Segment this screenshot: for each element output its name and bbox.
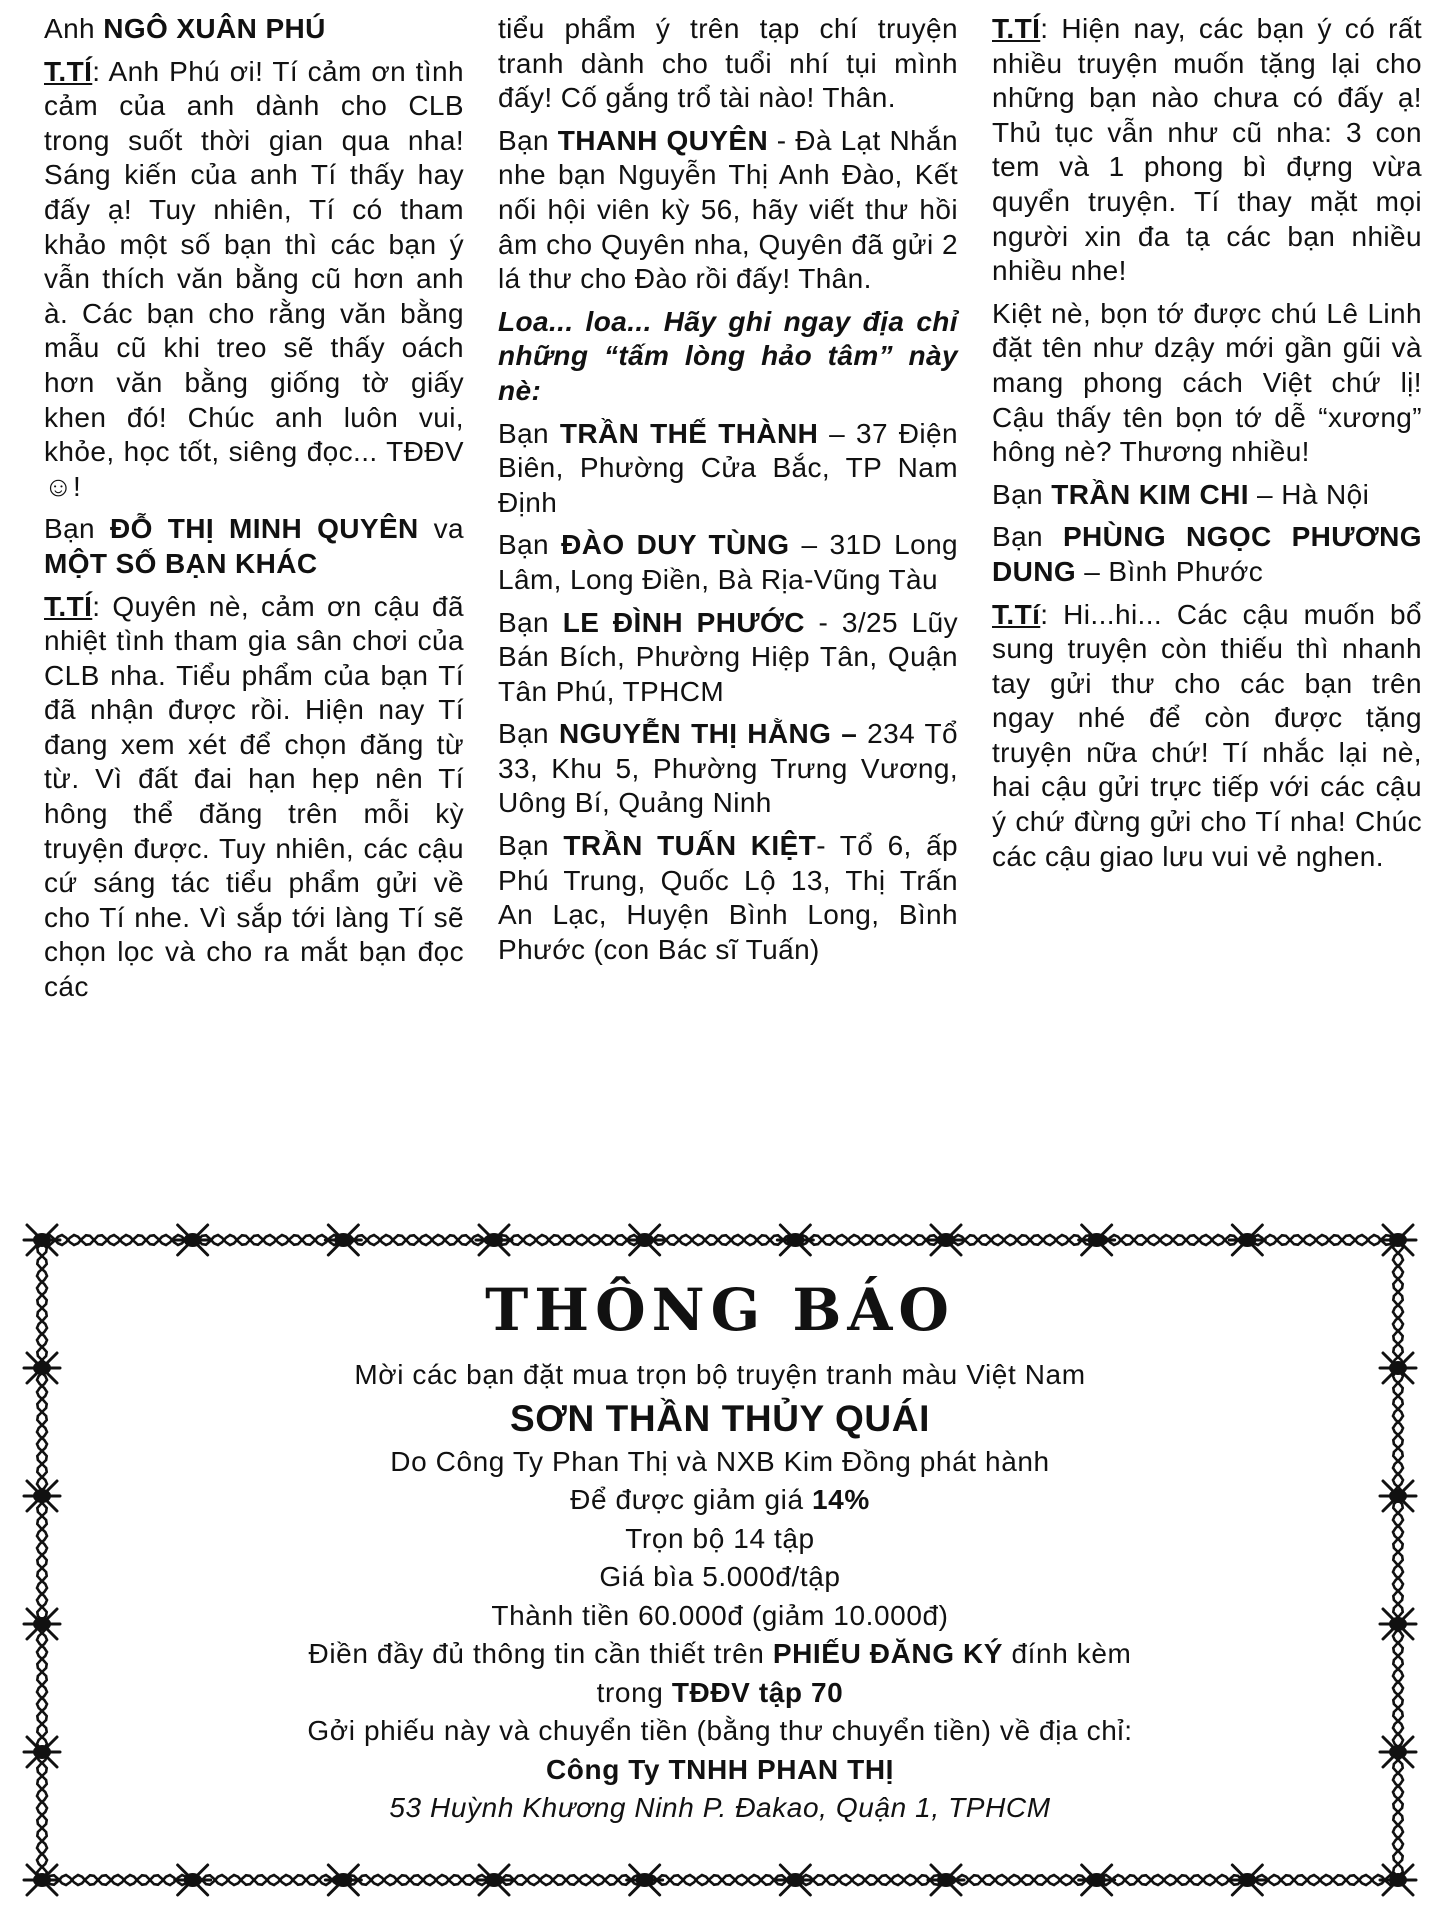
notice-line: Gởi phiếu này và chuyển tiền (bằng thư chuyển tiền) về địa chỉ:: [307, 1715, 1133, 1746]
barb-knot: [1389, 1361, 1407, 1375]
reply-label: T.Tí: [992, 598, 1041, 630]
reader-name: ĐỖ THỊ MINH QUYÊN: [109, 513, 419, 545]
address-entry: [498, 606, 958, 710]
address-text: – 31D Long Lâm, Long Điền, Bà Rịa-Vũng Tàu: [498, 529, 959, 595]
prefix: Anh: [44, 13, 104, 44]
notice-line: Trọn bộ 14 tập: [625, 1522, 815, 1554]
notice-line: Do Công Ty Phan Thị và NXB Kim Đồng phát hành: [390, 1445, 1050, 1477]
heading-tran-kim-chi: [992, 478, 1422, 513]
company-name: [72, 1751, 1368, 1790]
address-text: - Tổ 6, ấp Phú Trung, Quốc Lộ 13, Thị Trấn An Lạc, Huyện Bình Long, Bình Phước (con Bác sĩ Tuấn): [498, 830, 959, 965]
reader-name: NGUYỄN THỊ HẰNG –: [558, 718, 858, 750]
text: đính kèm: [1003, 1638, 1132, 1669]
reply-text: : Hiện nay, các bạn ý có rất nhiều truyện muốn tặng lại cho những bạn nào chưa có đấy ạ! Thủ tục vẫn như cũ nha: 3 con tem và 1 phong bì đựng vừa quyển truyện. Tí thay mặt mọi người xin đa tạ các bạn nhiều nhiều nhe!: [992, 13, 1422, 287]
notice-line: [72, 1481, 1368, 1520]
letters-columns: [44, 12, 1424, 1202]
notice-line: Thành tiền 60.000đ (giảm 10.000đ): [491, 1599, 949, 1631]
reader-name: LE ĐÌNH PHƯỚC: [562, 606, 805, 638]
prefix: Bạn: [498, 529, 562, 561]
barb-knot: [786, 1233, 804, 1247]
prefix: Bạn: [498, 417, 560, 449]
barb-knot: [485, 1873, 503, 1887]
address-text: 234 Tổ 33, Khu 5, Phường Trưng Vương, Uông Bí, Quảng Ninh: [498, 718, 958, 819]
text: Để được giảm giá: [570, 1484, 812, 1515]
heading-do-thi-minh-quyen: [44, 512, 464, 581]
heading-phuong-dung: [992, 520, 1422, 589]
barb-knot: [33, 1233, 51, 1247]
barb-knot: [1088, 1233, 1106, 1247]
reply-label: T.TÍ: [44, 590, 93, 622]
text: trong: [596, 1676, 672, 1708]
address-entry: [498, 829, 958, 967]
text: Điền đầy đủ thông tin cần thiết trên: [308, 1638, 773, 1669]
reader-name: TRẦN TUẤN KIỆT: [563, 830, 817, 862]
address-entry: [498, 528, 958, 597]
barb-knot: [1389, 1489, 1407, 1503]
barb-knot: [937, 1873, 955, 1887]
barb-knot: [33, 1873, 51, 1887]
barb-knot: [33, 1617, 51, 1631]
barb-knot: [636, 1873, 654, 1887]
barb-knot: [485, 1233, 503, 1247]
address-text: – 37 Điện Biên, Phường Cửa Bắc, TP Nam Định: [498, 417, 958, 518]
reply-continued: tiểu phẩm ý trên tạp chí truyện tranh dành cho tuổi nhí tụi mình đấy! Cố gắng trổ tài nào! Thân.: [498, 13, 958, 114]
prefix: Bạn: [498, 606, 563, 638]
reader-name: TRẦN KIM CHI: [1051, 478, 1249, 510]
location-text: – Bình Phước: [1076, 555, 1264, 587]
barb-knot: [334, 1873, 352, 1887]
prefix: Bạn: [498, 718, 559, 750]
notice-content: [72, 1270, 1368, 1828]
notice-title: THÔNG BÁO: [485, 1276, 955, 1344]
barb-knot: [786, 1873, 804, 1887]
address-text: - 3/25 Lũy Bán Bích, Phường Hiệp Tân, Quận Tân Phú, TPHCM: [498, 606, 958, 707]
barb-knot: [1389, 1617, 1407, 1631]
prefix: Bạn: [498, 124, 558, 156]
column-2: [498, 12, 958, 1202]
message-thanh-quyen: [498, 124, 958, 297]
prefix: Bạn: [992, 478, 1052, 510]
reader-name: THANH QUYÊN: [557, 124, 769, 156]
heading-ngo-xuan-phu: [44, 12, 464, 47]
discount: 14%: [812, 1484, 870, 1515]
barb-knot: [1238, 1873, 1256, 1887]
notice-line: [72, 1635, 1368, 1674]
reply-text: : Quyên nè, cảm ơn cậu đã nhiệt tình tham gia sân chơi của CLB nha. Tiểu phẩm của bạn Tí đã nhận được rồi. Hiện nay Tí đang xem xét để chọn đăng từ từ. Vì đất đai hạn hẹp nên Tí hông thể đăng trên mỗi kỳ truyện được. Tuy nhiên, các cậu cứ sáng tác tiểu phẩm gửi về cho Tí nhe. Vì sắp tới làng Tí sẽ chọn lọc và cho ra mắt bạn đọc các: [44, 590, 464, 1003]
barb-knot: [184, 1873, 202, 1887]
column-3: [992, 12, 1422, 1202]
notice-line: Giá bìa 5.000đ/tập: [599, 1561, 841, 1592]
message-text: - Đà Lạt Nhắn nhe bạn Nguyễn Thị Anh Đào, Kết nối hội viên kỳ 56, hãy viết thư hồi âm cho Quyên nha, Quyên đã gửi 2 lá thư cho Đào rồi đấy! Thân.: [498, 124, 958, 295]
reader-name: MỘT SỐ BẠN KHÁC: [44, 547, 318, 579]
column-1: [44, 12, 464, 1202]
barb-knot: [33, 1745, 51, 1759]
address-entry: [498, 717, 958, 821]
barb-knot: [33, 1361, 51, 1375]
reply-gifts: [992, 12, 1422, 289]
reply-kiet: Kiệt nè, bọn tớ được chú Lê Linh đặt tên như dzậy mới gần gũi và mang phong cách Việt chứ lị! Cậu thấy tên bọn tớ dễ “xương” hông nè? Thương nhiều!: [992, 297, 1422, 468]
barb-knot: [1088, 1873, 1106, 1887]
form-name: PHIẾU ĐĂNG KÝ: [772, 1638, 1004, 1669]
barb-knot: [937, 1233, 955, 1247]
address-entry: [498, 417, 958, 521]
reply-label: T.TÍ: [44, 55, 93, 87]
reply-label: T.TÍ: [992, 13, 1041, 44]
location-text: – Hà Nội: [1248, 478, 1370, 510]
reply-text: : Anh Phú ơi! Tí cảm ơn tình cảm của anh dành cho CLB trong suốt thời gian qua nha! Sáng kiến của anh Tí thấy hay đấy ạ! Tuy nhiên, Tí có tham khảo một số bạn thì các bạn ý vẫn thích văn bằng cũ hơn anh à. Các bạn cho rằng văn bằng mẫu cũ khi treo sẽ thấy oách hơn văn bằng giống tờ giấy khen đó! Chúc anh luôn vui, khỏe, học tốt, siêng đọc... TĐĐV ☺!: [44, 55, 464, 502]
barb-knot: [334, 1233, 352, 1247]
notice-line: [72, 1674, 1368, 1713]
barb-knot: [1238, 1233, 1256, 1247]
notice-box: [12, 1210, 1428, 1910]
reply-text: : Hi...hi... Các cậu muốn bổ sung truyện còn thiếu thì nhanh tay gửi thư cho các bạn trên ngay nhé để còn được tặng truyện nữa chứ! Tí nhắc lại nè, hai cậu gửi trực tiếp với các cậu ý chứ đừng gửi cho Tí nha! Chúc các cậu giao lưu vui vẻ nghen.: [992, 598, 1422, 872]
issue-ref: TĐĐV tập 70: [671, 1676, 844, 1708]
prefix: Bạn: [992, 521, 1063, 553]
company-address: 53 Huỳnh Khương Ninh P. Đakao, Quận 1, TPHCM: [389, 1792, 1051, 1823]
loa-heading: Loa... loa... Hãy ghi ngay địa chỉ những “tấm lòng hảo tâm” này nè:: [498, 305, 958, 406]
prefix: Bạn: [44, 513, 110, 545]
reader-name: ĐÀO DUY TÙNG: [561, 529, 790, 561]
conjunction: va: [418, 513, 464, 545]
reader-name: NGÔ XUÂN PHÚ: [103, 13, 326, 44]
prefix: Bạn: [498, 830, 564, 862]
reply-closing: [992, 598, 1422, 875]
barb-knot: [184, 1233, 202, 1247]
series-title: SƠN THẦN THỦY QUÁI: [510, 1397, 930, 1439]
reader-name: TRẦN THẾ THÀNH: [559, 417, 819, 449]
reader-name: PHÙNG NGỌC PHƯƠNG DUNG: [992, 521, 1422, 587]
reply-quyen: [44, 590, 464, 1005]
barb-knot: [1389, 1233, 1407, 1247]
barb-knot: [636, 1233, 654, 1247]
reply-ngo-xuan-phu: [44, 55, 464, 505]
barb-knot: [1389, 1745, 1407, 1759]
barb-knot: [33, 1489, 51, 1503]
notice-line: Mời các bạn đặt mua trọn bộ truyện tranh màu Việt Nam: [354, 1359, 1086, 1390]
barb-knot: [1389, 1873, 1407, 1887]
company-name-text: Công Ty TNHH PHAN THỊ: [545, 1753, 895, 1785]
